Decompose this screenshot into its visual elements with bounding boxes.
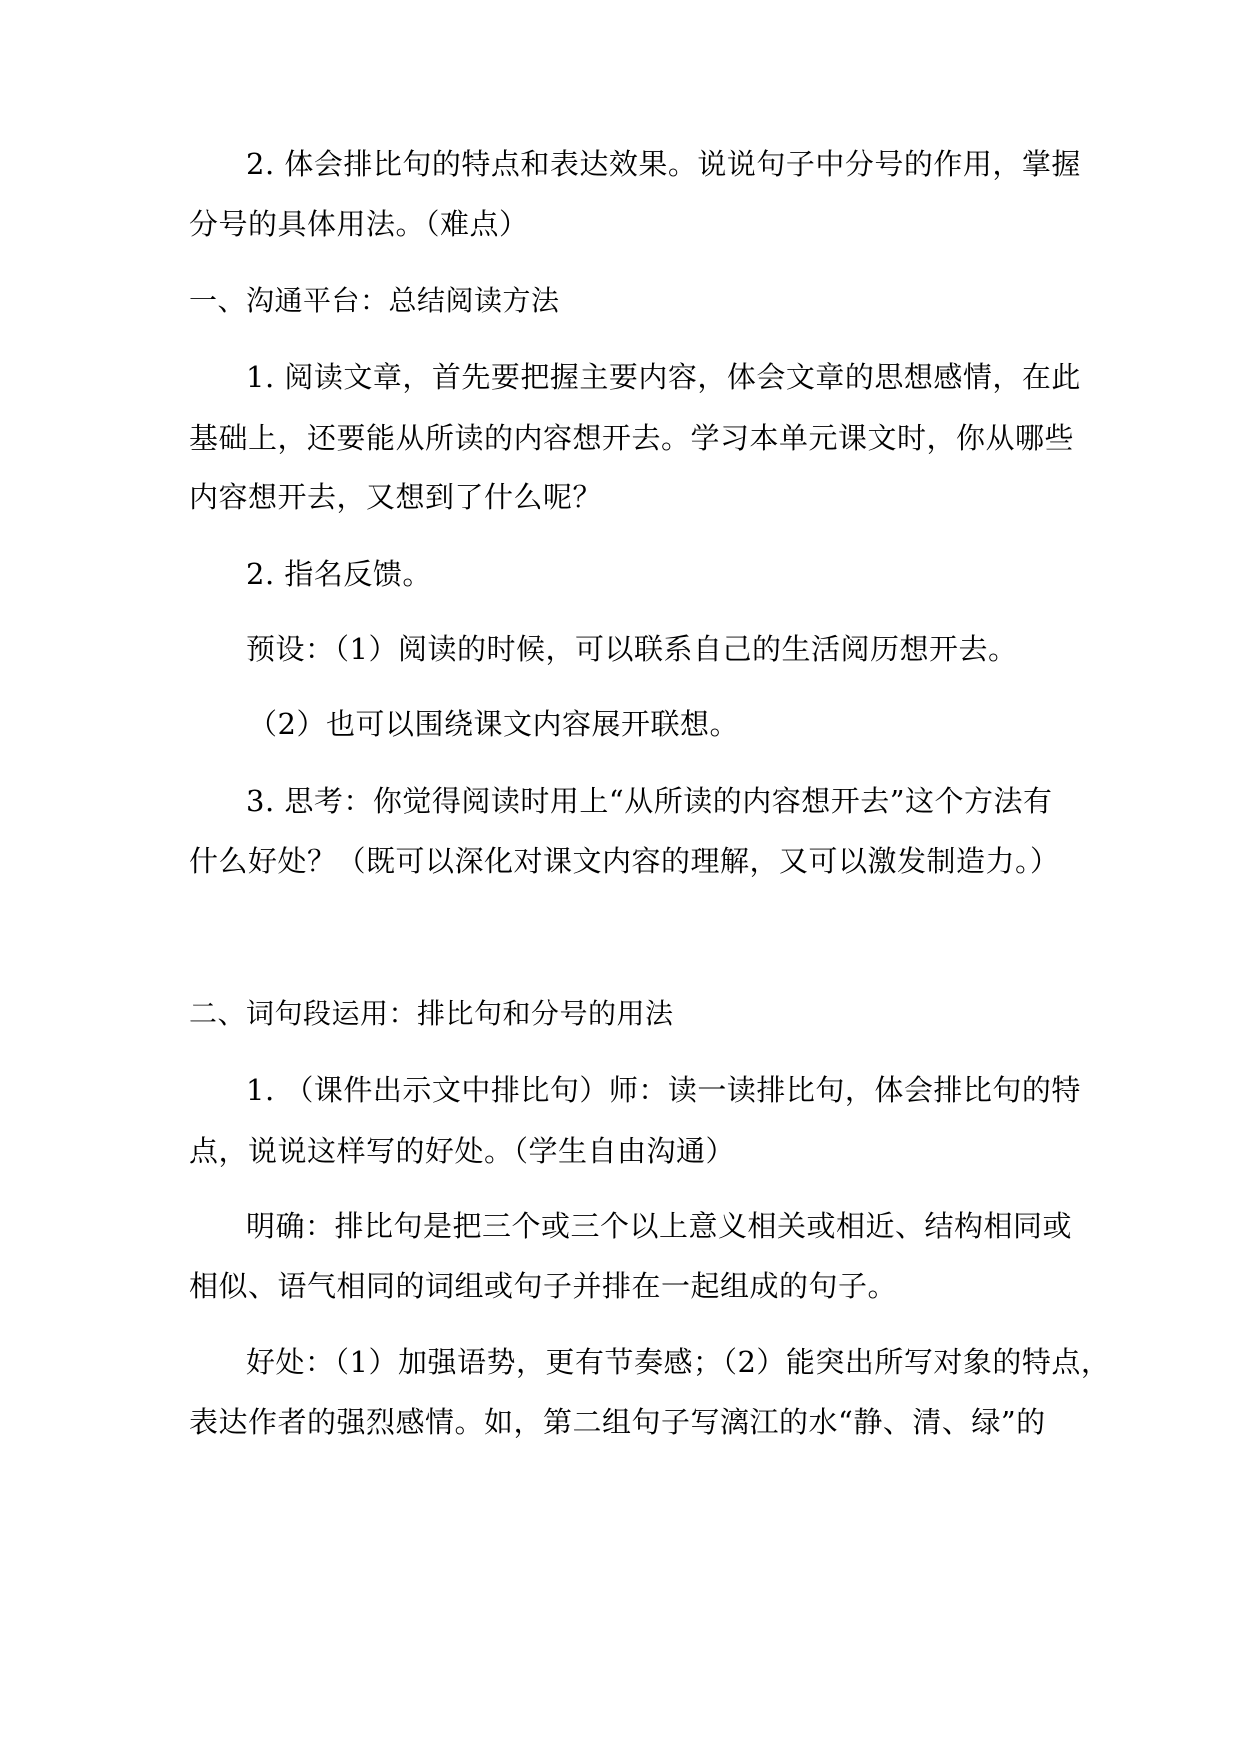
item-1-line-3: 内容想开去，又想到了什么呢？ [189, 480, 603, 514]
goal-2-line-1: 2. 体会排比句的特点和表达效果。说说句子中分号的作用，掌握 [246, 147, 1081, 181]
preset-1-line: 预设：（1）阅读的时候，可以联系自己的生活阅历想开去。 [246, 632, 1018, 666]
preset-2-line: （2）也可以围绕课文内容展开联想。 [248, 707, 739, 741]
item-3-line-1: 3. 思考：你觉得阅读时用上“从所读的内容想开去”这个方法有 [246, 784, 1053, 818]
item-1-line-1: 1. 阅读文章，首先要把握主要内容，体会文章的思想感情，在此 [246, 360, 1081, 394]
definition-line-1: 明确：排比句是把三个或三个以上意义相关或相近、结构相同或 [246, 1209, 1073, 1243]
goal-2-line-2: 分号的具体用法。（难点） [189, 207, 529, 241]
usage-1-line-1: 1. （课件出示文中排比句）师：读一读排比句，体会排比句的特 [246, 1073, 1081, 1107]
item-1-line-2: 基础上，还要能从所读的内容想开去。学习本单元课文时，你从哪些 [189, 421, 1075, 455]
item-2-line: 2. 指名反馈。 [246, 557, 432, 591]
item-3-line-2: 什么好处？（既可以深化对课文内容的理解，又可以激发制造力。） [189, 844, 1060, 878]
benefit-line-2: 表达作者的强烈感情。如，第二组句子写漓江的水“静、清、绿”的 [189, 1405, 1046, 1439]
section-heading-1: 一、沟通平台：总结阅读方法 [189, 284, 560, 317]
definition-line-2: 相似、语气相同的词组或句子并排在一起组成的句子。 [189, 1269, 898, 1303]
usage-1-line-2: 点，说说这样写的好处。（学生自由沟通） [189, 1134, 736, 1168]
benefit-line-1: 好处：（1）加强语势，更有节奏感；（2）能突出所写对象的特点， [246, 1345, 1111, 1379]
section-heading-2: 二、词句段运用：排比句和分号的用法 [189, 997, 674, 1030]
